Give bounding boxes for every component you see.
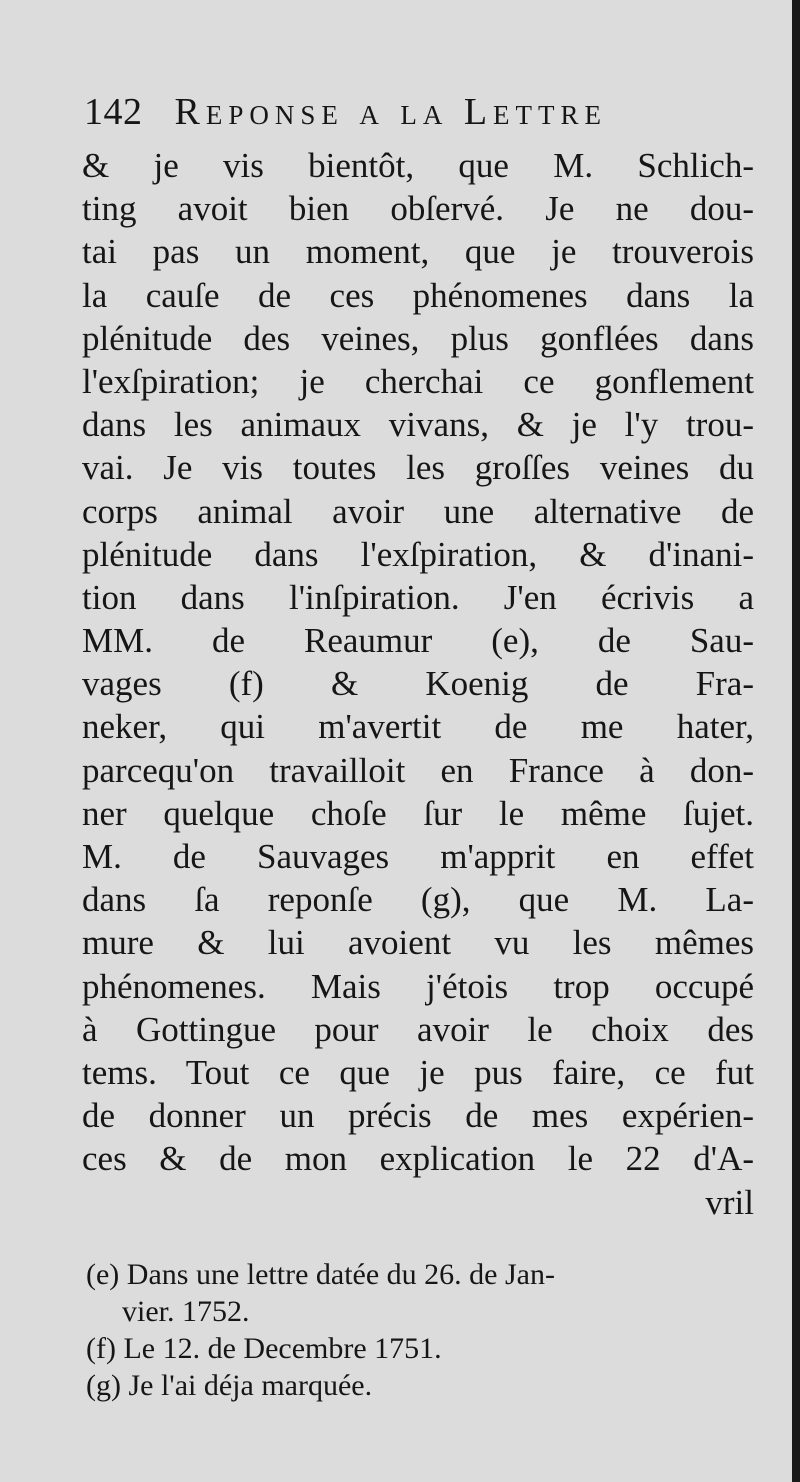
footnote-e: (e) Dans une lettre datée du 26. de Jan- <box>86 1258 555 1291</box>
text-line: vages (f) & Koenig de Fra- <box>82 664 754 704</box>
text-line: & je vis bientôt, que M. Schlich- <box>82 146 754 185</box>
text-line: phénomenes. Mais j'étois trop occupé <box>82 966 754 1006</box>
text-line: corps animal avoir une alternative de <box>82 491 754 531</box>
text-line: tion dans l'inſpiration. J'en écrivis a <box>82 577 754 617</box>
catchword: vril <box>705 1182 754 1222</box>
text-line: vai. Je vis toutes les groſſes veines du <box>82 448 754 488</box>
text-line: de donner un précis de mes expérien- <box>82 1096 754 1136</box>
page-number: 142 <box>84 91 143 133</box>
text-line: à Gottingue pour avoir le choix des <box>82 1009 754 1049</box>
text-line: ting avoit bien obſervé. Je ne dou- <box>82 189 754 229</box>
running-header <box>84 90 754 142</box>
text-line: dans les animaux vivans, & je l'y trou- <box>82 405 754 445</box>
text-line: la cauſe de ces phénomenes dans la <box>82 275 754 315</box>
text-line: plénitude des veines, plus gonflées dans <box>82 318 754 358</box>
text-line: ner quelque choſe ſur le même ſujet. <box>82 793 754 833</box>
text-line: tai pas un moment, que je trouverois <box>82 232 754 272</box>
running-title: Reponse a la Lettre <box>174 91 608 133</box>
text-line: parcequ'on travailloit en France à don- <box>82 750 754 790</box>
footnotes <box>86 1256 758 1404</box>
footnote-g: (g) Je l'ai déja marquée. <box>86 1369 373 1402</box>
text-line: l'exſpiration; je cherchai ce gonflement <box>82 361 754 401</box>
text-line: M. de Sauvages m'apprit en effet <box>82 837 754 876</box>
text-line: tems. Tout ce que je pus faire, ce fut <box>82 1052 754 1092</box>
text-line: ces & de mon explication le 22 d'A- <box>82 1139 754 1179</box>
footnote-e-continuation: vier. 1752. <box>122 1295 250 1328</box>
text-line: MM. de Reaumur (e), de Sau- <box>82 621 754 661</box>
text-line: plénitude dans l'exſpiration, & d'inani- <box>82 534 754 574</box>
text-line: mure & lui avoient vu les mêmes <box>82 923 754 963</box>
footnote-f: (f) Le 12. de Decembre 1751. <box>86 1332 442 1365</box>
text-line: neker, qui m'avertit de me hater, <box>82 707 754 747</box>
main-text <box>82 144 754 1224</box>
text-line: dans ſa reponſe (g), que M. La- <box>82 880 754 920</box>
